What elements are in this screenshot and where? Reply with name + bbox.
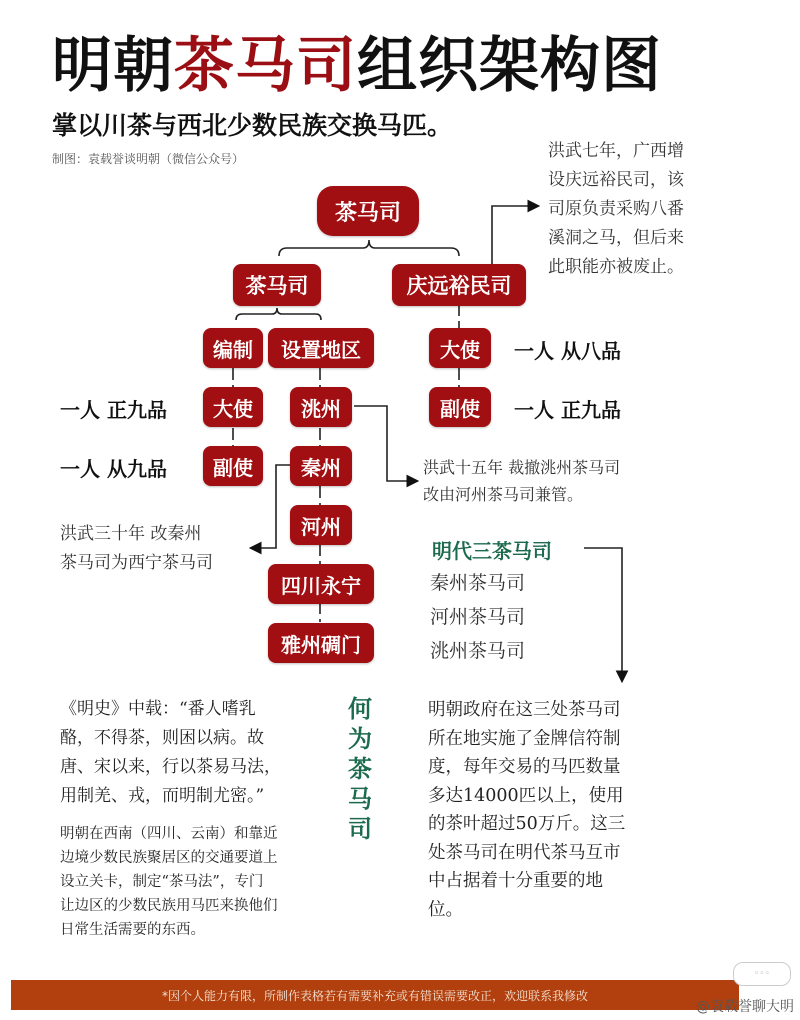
node-shezhi-diqu: 设置地区 (268, 328, 374, 368)
policy-text (428, 696, 625, 924)
policy-line: 明朝政府在这三处茶马司 (428, 700, 621, 720)
heading-char: 何 (348, 695, 372, 723)
node-left-dashi: 大使 (203, 387, 263, 427)
page-subtitle: 掌以川茶与西北少数民族交换马匹。 (52, 111, 453, 140)
note-line: 洪武三十年 改秦州 (60, 524, 202, 544)
policy-line: 度，每年交易的马匹数量 (428, 757, 621, 777)
node-left-branch: 茶马司 (233, 264, 321, 306)
explanation-line: 明朝在西南（四川、云南）和靠近 (60, 826, 278, 842)
note-qingyuan (548, 137, 684, 282)
heading-char: 茶 (348, 755, 372, 783)
rank-left-dashi: 一人 正九品 (60, 398, 167, 422)
note-line: 溪洞之马，但后来 (548, 228, 684, 248)
note-line: 此职能亦被废止。 (548, 257, 684, 277)
policy-line: 处茶马司在明代茶马互市 (428, 842, 621, 863)
note-line: 洪武十五年 裁撤洮州茶马司 (423, 458, 621, 477)
note-line: 改由河州茶马司兼管。 (423, 485, 584, 504)
node-root: 茶马司 (317, 186, 419, 236)
node-right-fushi: 副使 (429, 387, 491, 427)
note-line: 洪武七年，广西增 (548, 141, 684, 161)
policy-line: 位。 (428, 899, 463, 920)
node-left-fushi: 副使 (203, 446, 263, 486)
policy-line: 多达14000匹以上，使用 (428, 785, 624, 806)
office-item: 秦州茶马司 (430, 572, 526, 594)
footer-disclaimer-bar (11, 980, 739, 1010)
node-sichuan-yongning: 四川永宁 (268, 564, 374, 604)
policy-line: 所在地实施了金牌信符制 (428, 728, 621, 749)
node-yazhou-diaomen: 雅州碉门 (268, 623, 374, 663)
watermark-stamp-icon: ◦◦◦ (733, 962, 791, 986)
heading-char: 为 (348, 725, 372, 753)
note-qinzhou (60, 520, 213, 578)
quote-line: 唐、宋以来，行以茶易马法， (60, 757, 281, 777)
policy-line: 中占据着十分重要的地 (428, 871, 603, 891)
watermark: @袁载誉聊大明 (696, 999, 794, 1015)
heading-char: 司 (348, 815, 372, 843)
note-line: 司原负责采购八番 (548, 199, 684, 219)
node-taozhou: 洮州 (290, 387, 352, 427)
what-is-heading (344, 694, 376, 844)
footer-disclaimer: *因个人能力有限，所制作表格若有需要补充或有错误需要改正，欢迎联系我修改 (161, 988, 588, 1003)
office-item: 洮州茶马司 (430, 640, 526, 662)
node-right-branch: 庆远裕民司 (392, 264, 526, 306)
title-prefix: 明朝 (52, 31, 174, 101)
quote-line: 《明史》中载：“番人嗜乳 (60, 699, 256, 719)
explanation-line: 边境少数民族聚居区的交通要道上 (60, 850, 278, 866)
note-taozhou (423, 454, 620, 508)
node-bianzhi: 编制 (203, 328, 263, 368)
quote-line: 酪，不得茶，则困以病。故 (60, 728, 264, 748)
title-highlight: 茶马司 (174, 31, 357, 101)
node-qinzhou: 秦州 (290, 446, 352, 486)
policy-line: 的茶叶超过50万斤。这三 (428, 814, 626, 834)
explanation-line: 设立关卡，制定“茶马法”，专门 (60, 874, 264, 890)
rank-right-fushi: 一人 正九品 (514, 398, 621, 422)
office-item: 河州茶马司 (430, 606, 526, 628)
quote-line: 用制羌、戎，而明制尤密。” (60, 786, 265, 806)
title-suffix: 组织架构图 (357, 31, 662, 101)
explanation-line: 日常生活需要的东西。 (60, 922, 205, 938)
credit-line: 制图：袁载誉谈明朝（微信公众号） (52, 152, 245, 166)
note-line: 设庆远裕民司，该 (548, 170, 684, 190)
explanation-line: 让边区的少数民族用马匹来换他们 (60, 898, 278, 914)
node-right-dashi: 大使 (429, 328, 491, 368)
node-hezhou: 河州 (290, 505, 352, 545)
heading-char: 马 (348, 785, 372, 813)
note-line: 茶马司为西宁茶马司 (60, 553, 213, 573)
rank-right-dashi: 一人 从八品 (514, 339, 621, 363)
three-offices-list (430, 566, 525, 668)
mingshi-quote (60, 695, 281, 811)
explanation-text (60, 822, 278, 942)
three-offices-heading: 明代三茶马司 (432, 539, 552, 563)
rank-left-fushi: 一人 从九品 (60, 457, 167, 481)
